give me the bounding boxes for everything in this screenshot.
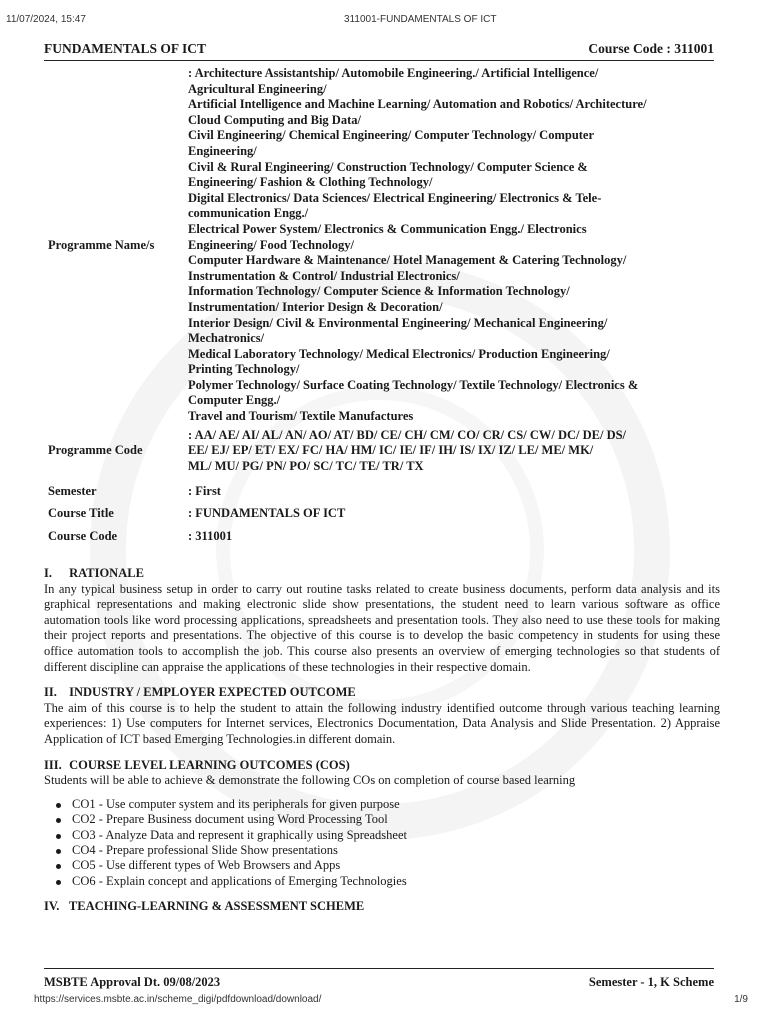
programme-code-line: EE/ EJ/ EP/ ET/ EX/ FC/ HA/ HM/ IC/ IE/ IF/ IH/ IS/ IX/ IZ/ LE/ ME/ MK/: [188, 443, 594, 458]
footer-semester-scheme: Semester - 1, K Scheme: [588, 975, 714, 989]
programme-names-line: Electrical Power System/ Electronics & Communication Engg./ Electronics: [188, 221, 587, 236]
programme-names-line: Computer Engg./: [188, 393, 281, 408]
course-title-value: : FUNDAMENTALS OF ICT: [188, 506, 346, 521]
document-body: [44, 566, 720, 915]
semester-row: [44, 480, 720, 503]
programme-names-line: Mechatronics/: [188, 331, 265, 346]
programme-names-line: Information Technology/ Computer Science & Information Technology/: [188, 284, 570, 299]
course-title-row: [44, 503, 720, 526]
section-heading-rationale: I. RATIONALE: [44, 566, 144, 580]
programme-code-line: : AA/ AE/ AI/ AL/ AN/ AO/ AT/ BD/ CE/ CH/ CM/ CO/ CR/ CS/ CW/ DC/ DE/ DS/: [188, 427, 627, 442]
section-heading-cos: III. COURSE LEVEL LEARNING OUTCOMES (COS): [44, 757, 350, 772]
programme-names-line: Engineering/: [188, 143, 257, 158]
list-item: CO5 - Use different types of Web Browsers and Apps: [72, 858, 720, 873]
section-heading-industry: II. INDUSTRY / EMPLOYER EXPECTED OUTCOME: [44, 685, 356, 700]
semester-value: : First: [188, 483, 221, 498]
course-title-label: Course Title: [48, 506, 114, 521]
header-course-name: FUNDAMENTALS OF ICT: [44, 41, 207, 56]
programme-code-value: [188, 428, 720, 481]
section-heading-teaching: IV. TEACHING-LEARNING & ASSESSMENT SCHEME: [44, 899, 365, 914]
programme-names-line: Medical Laboratory Technology/ Medical Electronics/ Production Engineering/: [188, 346, 610, 361]
list-item: CO4 - Prepare professional Slide Show presentations: [72, 843, 720, 858]
course-info-table: [44, 66, 720, 548]
programme-names-line: Digital Electronics/ Data Sciences/ Electrical Engineering/ Electronics & Tele-: [188, 190, 602, 205]
industry-outcome-text: The aim of this course is to help the student to attain the following industry identified outcome through various teaching learning experiences: 1) Use computers for Internet services, Electronics Documentation, Data Analysis and Slide Presentation. 2) Appraise Application of ICT based Emerging Technologies.in different domain.: [44, 700, 720, 746]
programme-code-line: ML/ MU/ PG/ PN/ PO/ SC/ TC/ TE/ TR/ TX: [188, 458, 424, 473]
programme-names-line: Interior Design/ Civil & Environmental Engineering/ Mechanical Engineering/: [188, 315, 608, 330]
rationale-text: In any typical business setup in order to carry out routine tasks related to create business documents, perform data analysis and its graphical representations and making electronic slide show presentations, the student need to learn various software as office automation tools like word processing applications, spreadsheets and presentation tools. They also need to use these tools for making their project reports and presentations. The objective of this course is to develop the basic competency in students for using these office automation tools to accomplish the job. This course also presents an overview of emerging technologies so that students of different discipline can appraise the applications of these technologies in their respective domain.: [44, 581, 720, 674]
print-url: https://services.msbte.ac.in/scheme_digi/pdfdownload/download/: [34, 994, 322, 1005]
programme-names-line: Computer Hardware & Maintenance/ Hotel Management & Catering Technology/: [188, 253, 627, 268]
list-item: CO2 - Prepare Business document using Word Processing Tool: [72, 812, 720, 827]
document-footer: [44, 968, 714, 989]
print-title: 311001-FUNDAMENTALS OF ICT: [344, 14, 497, 25]
list-item: CO3 - Analyze Data and represent it graphically using Spreadsheet: [72, 828, 720, 843]
programme-names-line: Civil & Rural Engineering/ Construction Technology/ Computer Science &: [188, 159, 588, 174]
list-item: CO6 - Explain concept and applications of Emerging Technologies: [72, 874, 720, 889]
course-code-label: Course Code: [48, 528, 118, 543]
programme-names-value: [188, 66, 720, 428]
print-page-count: 1/9: [734, 994, 748, 1005]
programme-names-label: Programme Name/s: [48, 237, 155, 252]
header-course-code: Course Code : 311001: [588, 41, 714, 56]
cos-intro-text: Students will be able to achieve & demonstrate the following COs on completion of course based learning: [44, 773, 576, 788]
programme-names-line: Cloud Computing and Big Data/: [188, 112, 361, 127]
programme-names-line: communication Engg./: [188, 206, 309, 221]
programme-names-line: Engineering/ Fashion & Clothing Technology/: [188, 175, 433, 190]
programme-names-line: Travel and Tourism/ Textile Manufactures: [188, 409, 414, 424]
programme-names-line: Artificial Intelligence and Machine Learning/ Automation and Robotics/ Architecture/: [188, 97, 647, 112]
programme-names-line: Civil Engineering/ Chemical Engineering/ Computer Technology/ Computer: [188, 128, 595, 143]
course-code-row: [44, 525, 720, 548]
programme-code-row: [44, 428, 720, 481]
document-header: [44, 40, 714, 61]
course-outcomes-list: [44, 797, 720, 889]
semester-label: Semester: [48, 483, 97, 498]
programme-names-line: Instrumentation/ Interior Design & Decoration/: [188, 299, 443, 314]
programme-names-line: : Architecture Assistantship/ Automobile Engineering./ Artificial Intelligence/: [188, 66, 599, 80]
print-timestamp: 11/07/2024, 15:47: [6, 14, 86, 25]
programme-names-line: Polymer Technology/ Surface Coating Technology/ Textile Technology/ Electronics &: [188, 377, 639, 392]
programme-names-row: [44, 66, 720, 428]
programme-names-line: Agricultural Engineering/: [188, 81, 327, 96]
programme-code-label: Programme Code: [48, 443, 143, 458]
programme-names-line: Printing Technology/: [188, 362, 300, 377]
programme-names-line: Instrumentation & Control/ Industrial Electronics/: [188, 268, 460, 283]
programme-names-line: Engineering/ Food Technology/: [188, 237, 355, 252]
list-item: CO1 - Use computer system and its peripherals for given purpose: [72, 797, 720, 812]
course-code-value: : 311001: [188, 528, 233, 543]
footer-approval-date: MSBTE Approval Dt. 09/08/2023: [44, 975, 221, 989]
